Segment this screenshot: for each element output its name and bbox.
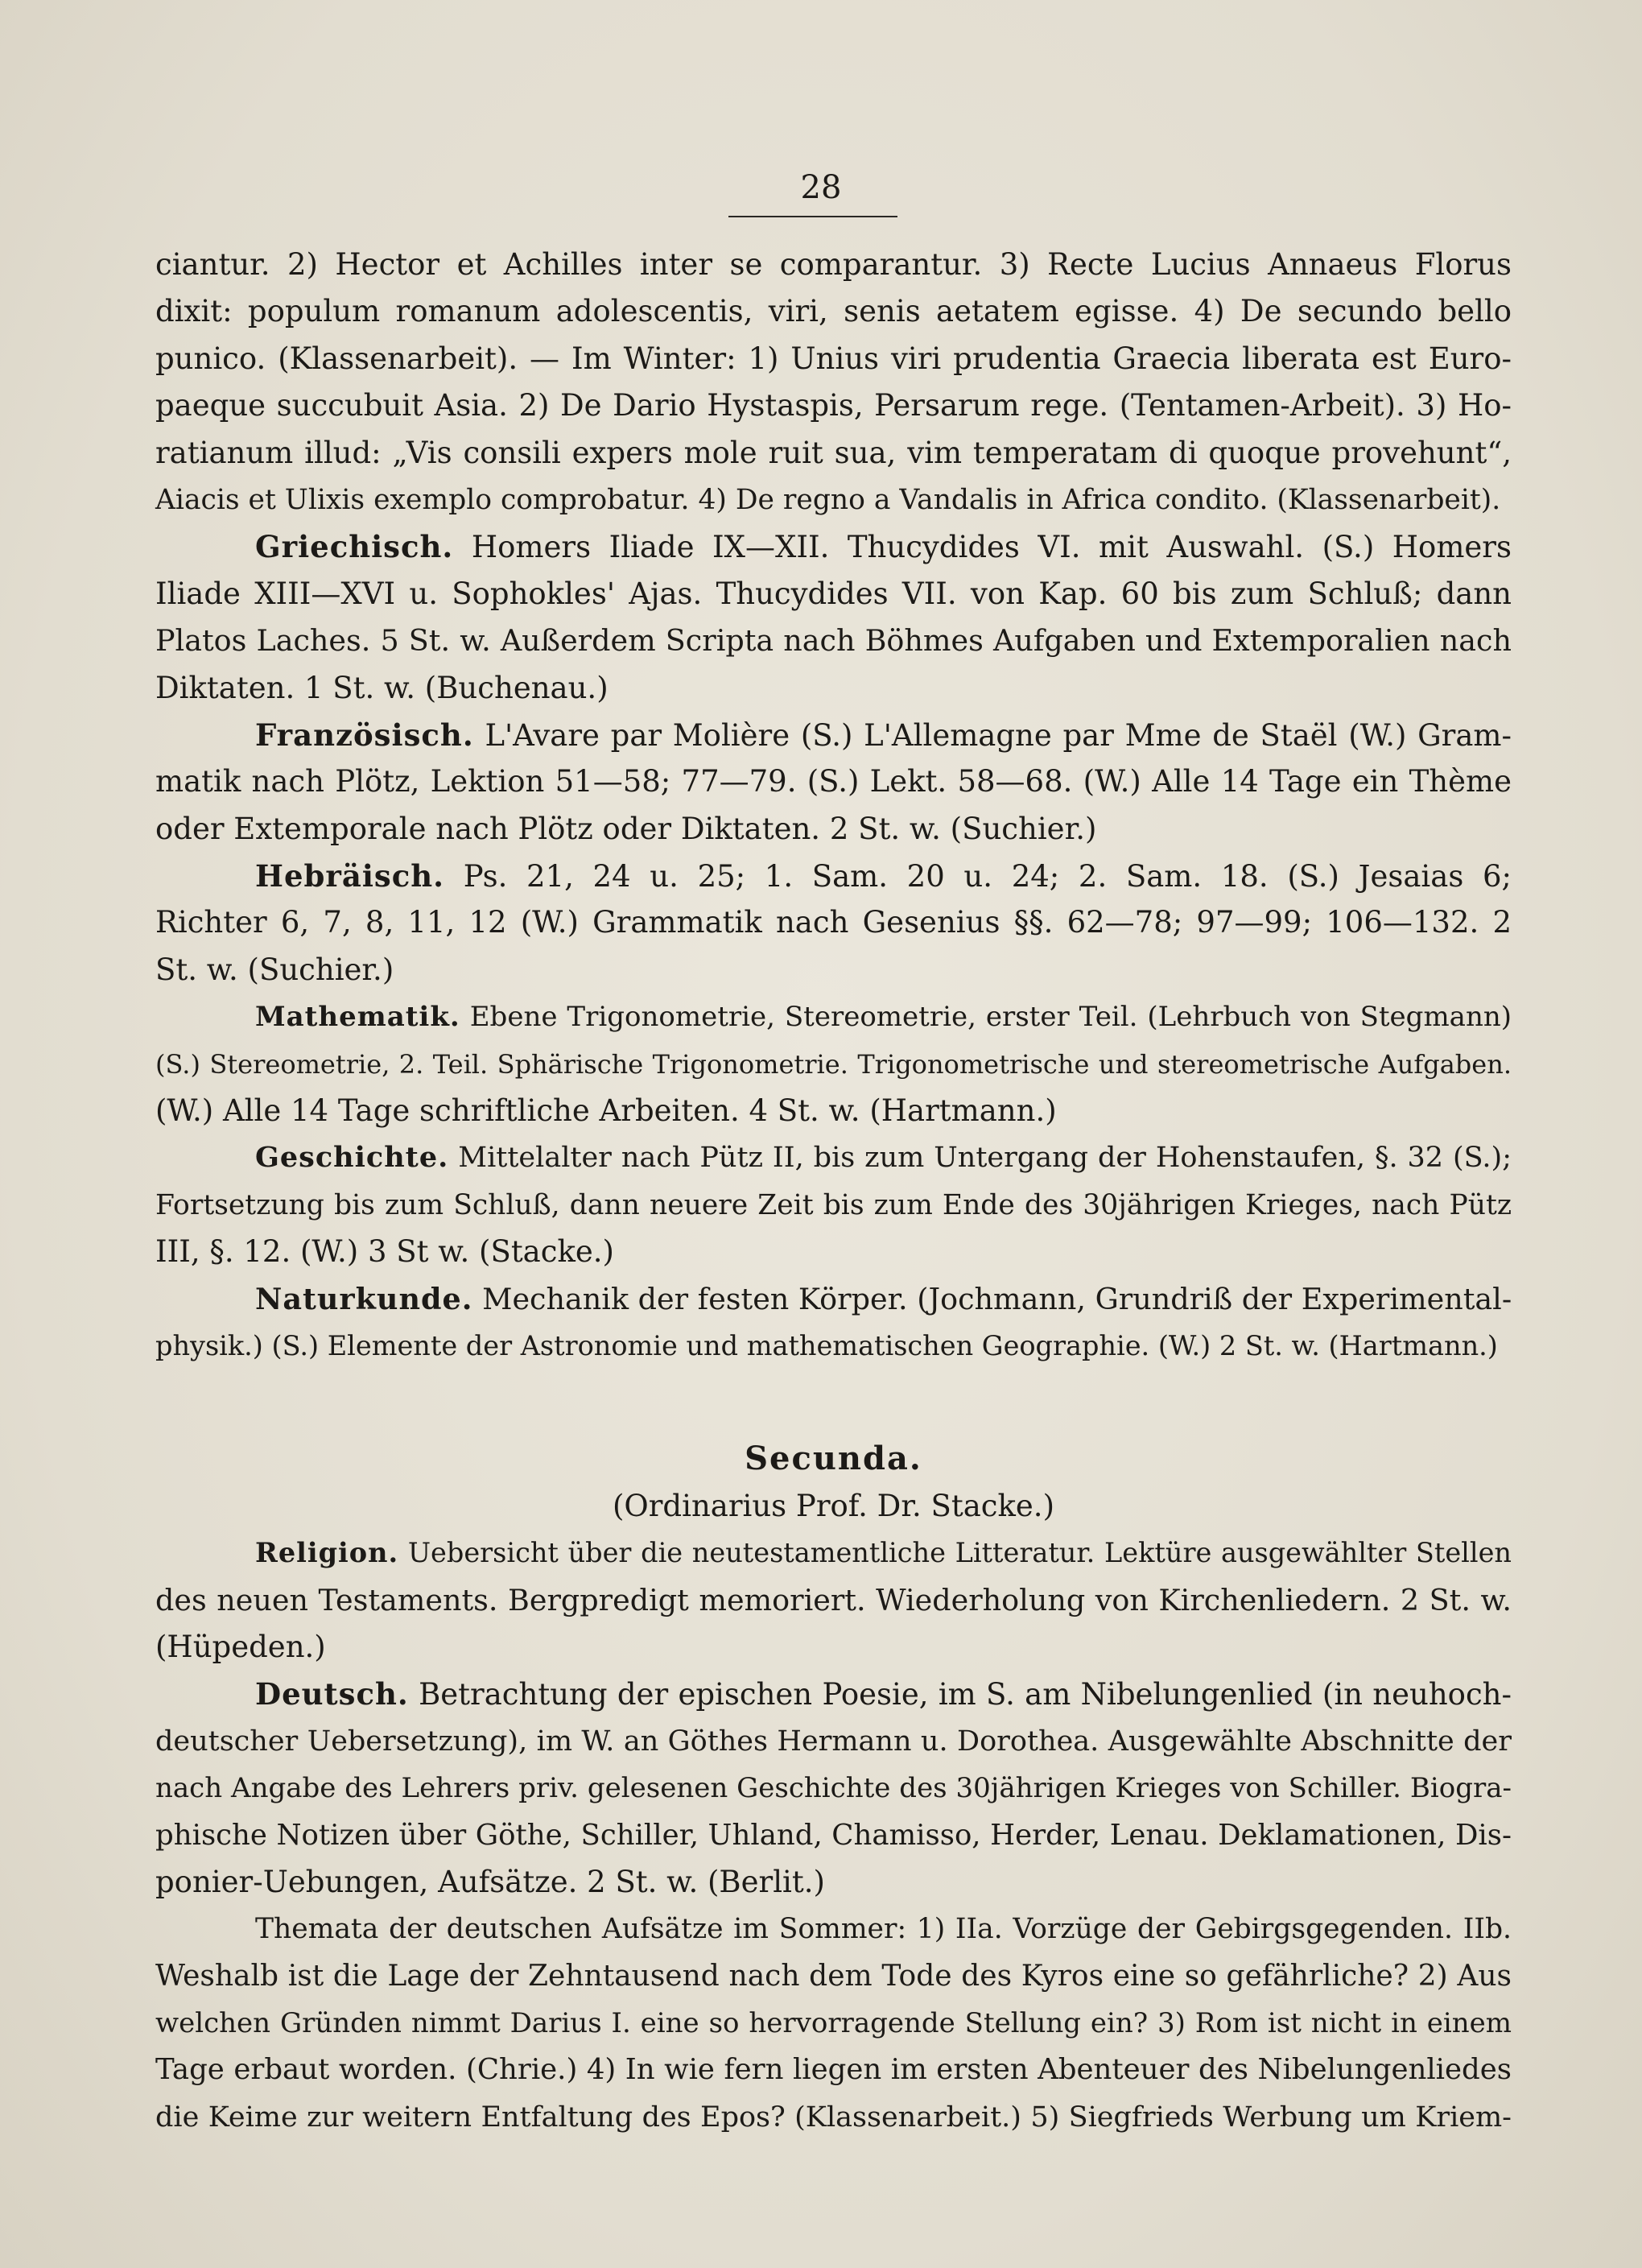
griechisch-line-4: Diktaten. 1 St. w. (Buchenau.): [155, 670, 609, 705]
griechisch-heading: Griechisch.: [255, 529, 454, 565]
mathematik-line-1: Mathematik. Ebene Trigonometrie, Stereometrie, erster Teil. (Lehrbuch von Stegmann): [255, 1001, 1512, 1034]
text-line: ciantur. 2) Hector et Achilles inter se comparantur. 3) Recte Lucius Annaeus Florus: [155, 247, 1512, 282]
geschichte-line-2: Fortsetzung bis zum Schluß, dann neuere Zeit bis zum Ende des 30jährigen Krieges, nach Pütz: [155, 1188, 1512, 1221]
religion-line-3: (Hüpeden.): [155, 1629, 326, 1664]
section-gap: [155, 1369, 1512, 1436]
geschichte-heading: Geschichte.: [255, 1141, 449, 1175]
text-line: dixit: populum romanum adolescentis, viri, senis aetatem egisse. 4) De secundo bello: [155, 294, 1512, 329]
text-line: paeque succubuit Asia. 2) De Dario Hystaspis, Persarum rege. (Tentamen-Arbeit). 3) Ho-: [155, 388, 1512, 423]
naturkunde-line-1: Naturkunde. Mechanik der festen Körper. (Jochmann, Grundriß der Experimental-: [255, 1281, 1512, 1316]
franzoesisch-line-2: matik nach Plötz, Lektion 51—58; 77—79. (S.) Lekt. 58—68. (W.) Alle 14 Tage ein Thème: [155, 764, 1512, 799]
deutsch-line-3: nach Angabe des Lehrers priv. gelesenen Geschichte des 30jährigen Krieges von Schiller. Biogra-: [155, 1772, 1512, 1805]
hebraeisch-line-1: Hebräisch. Ps. 21, 24 u. 25; 1. Sam. 20 u. 24; 2. Sam. 18. (S.) Jesaias 6;: [255, 858, 1512, 894]
griechisch-line-2: Iliade XIII—XVI u. Sophokles' Ajas. Thucydides VII. von Kap. 60 bis zum Schluß; dann: [155, 576, 1512, 611]
religion-line-2: des neuen Testaments. Bergpredigt memoriert. Wiederholung von Kirchenliedern. 2 St. w.: [155, 1582, 1512, 1617]
themata-line-1: Themata der deutschen Aufsätze im Sommer: 1) IIa. Vorzüge der Gebirgsgegenden. IIb.: [255, 1913, 1512, 1946]
deutsch-line-5: ponier-Uebungen, Aufsätze. 2 St. w. (Berlit.): [155, 1864, 825, 1899]
themata-line-3: welchen Gründen nimmt Darius I. eine so hervorragende Stellung ein? 3) Rom ist nicht in einem: [155, 2007, 1512, 2040]
hebraeisch-heading: Hebräisch.: [255, 858, 445, 894]
franzoesisch-line-1: Französisch. L'Avare par Molière (S.) L'Allemagne par Mme de Staël (W.) Gram-: [255, 717, 1512, 753]
deutsch-heading: Deutsch.: [255, 1676, 409, 1712]
religion-heading: Religion.: [255, 1537, 399, 1569]
themata-line-2: Weshalb ist die Lage der Zehntausend nach dem Tode des Kyros eine so gefährliche? 2) Aus: [155, 1959, 1512, 1993]
page-number-rule: [728, 216, 897, 217]
themata-line-4: Tage erbaut worden. (Chrie.) 4) In wie fern liegen im ersten Abenteuer des Nibelungenliedes: [155, 2053, 1512, 2087]
mathematik-heading: Mathematik.: [255, 1001, 460, 1034]
deutsch-line-2: deutscher Uebersetzung), im W. an Göthes Hermann u. Dorothea. Ausgewählte Abschnitte der: [155, 1725, 1512, 1758]
naturkunde-heading: Naturkunde.: [255, 1281, 473, 1316]
religion-line-1: Religion. Uebersicht über die neutestamentliche Litteratur. Lektüre ausgewählter Stellen: [255, 1537, 1512, 1569]
griechisch-line-1: Griechisch. Homers Iliade IX—XII. Thucydides VI. mit Auswahl. (S.) Homers: [255, 529, 1512, 565]
geschichte-line-3: III, §. 12. (W.) 3 St w. (Stacke.): [155, 1234, 614, 1270]
text-line: Aiacis et Ulixis exemplo comprobatur. 4) De regno a Vandalis in Africa condito. (Klassenarbeit).: [155, 483, 1501, 516]
text-line: ratianum illud: „Vis consili expers mole ruit sua, vim temperatam di quoque provehunt“,: [155, 435, 1512, 470]
themata-line-5: die Keime zur weitern Entfaltung des Epos? (Klassenarbeit.) 5) Siegfrieds Werbung um Kriem-: [155, 2101, 1512, 2134]
text-line: punico. (Klassenarbeit). — Im Winter: 1) Unius viri prudentia Graecia liberata est Euro-: [155, 341, 1512, 376]
deutsch-line-1: Deutsch. Betrachtung der epischen Poesie, im S. am Nibelungenlied (in neuhoch-: [255, 1676, 1512, 1712]
griechisch-line-3: Platos Laches. 5 St. w. Außerdem Scripta nach Böhmes Aufgaben und Extemporalien nach: [155, 623, 1512, 659]
secunda-ordinarius: (Ordinarius Prof. Dr. Stacke.): [612, 1488, 1055, 1523]
deutsch-line-4: phische Notizen über Göthe, Schiller, Uhland, Chamisso, Herder, Lenau. Deklamationen, Dis-: [155, 1818, 1512, 1852]
geschichte-line-1: Geschichte. Mittelalter nach Pütz II, bis zum Untergang der Hohenstaufen, §. 32 (S.);: [255, 1141, 1512, 1175]
secunda-title: Secunda.: [745, 1440, 922, 1478]
franzoesisch-line-3: oder Extemporale nach Plötz oder Diktaten. 2 St. w. (Suchier.): [155, 811, 1097, 846]
mathematik-line-3: (W.) Alle 14 Tage schriftliche Arbeiten. 4 St. w. (Hartmann.): [155, 1093, 1057, 1129]
hebraeisch-line-3: St. w. (Suchier.): [155, 952, 394, 987]
hebraeisch-line-2: Richter 6, 7, 8, 11, 12 (W.) Grammatik nach Gesenius §§. 62—78; 97—99; 106—132. 2: [155, 905, 1512, 940]
franzoesisch-heading: Französisch.: [255, 717, 474, 753]
mathematik-line-2: (S.) Stereometrie, 2. Teil. Sphärische Trigonometrie. Trigonometrische und stereometrische Aufgaben.: [155, 1048, 1512, 1080]
body-text: [155, 242, 1512, 2141]
naturkunde-line-2: physik.) (S.) Elemente der Astronomie und mathematischen Geographie. (W.) 2 St. w. (Hartmann.): [155, 1329, 1498, 1361]
page-number: 28: [800, 169, 842, 206]
